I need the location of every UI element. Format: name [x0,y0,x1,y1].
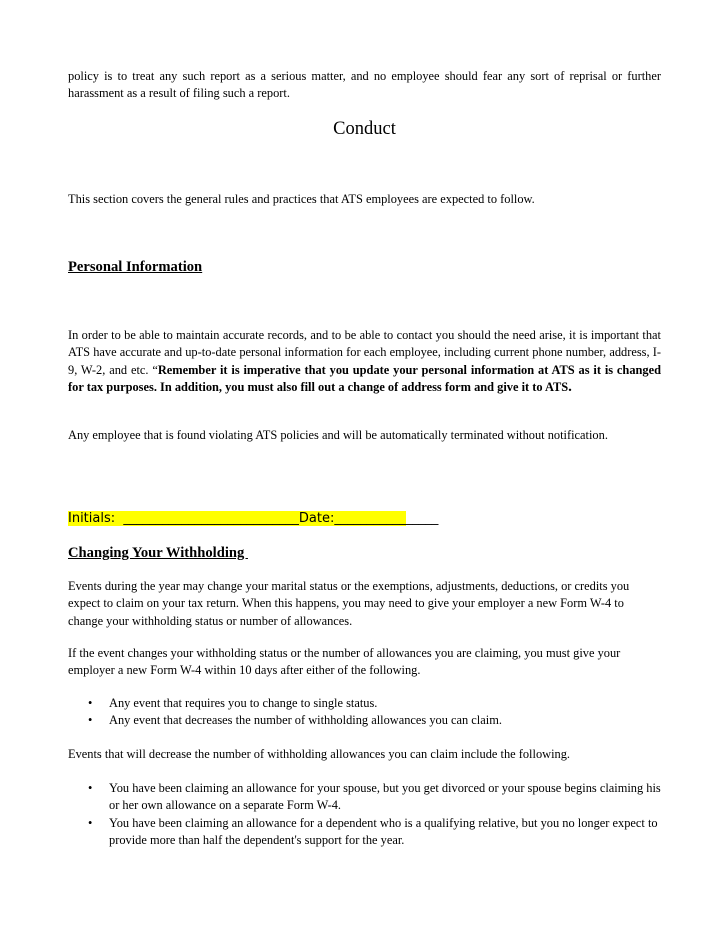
withholding-if-event-paragraph: If the event changes your withholding status or the number of allowances you are claiming, you must give your employer a new Form W-4 within 10 days after either of the following. [68,646,621,678]
decrease-allowances-paragraph: Events that will decrease the number of withholding allowances you can claim include the following. [68,747,571,761]
bullet-icon: • [88,713,93,728]
initials-blank: ___________________________ [123,511,299,526]
list-item [88,712,661,729]
required-change-list [88,695,661,730]
changing-withholding-heading: Changing Your Withholding [68,545,248,561]
list-item [88,780,661,815]
decrease-events-list [88,780,661,850]
personal-information-paragraph [68,327,661,397]
personal-information-heading: Personal Information [68,259,203,275]
date-label: Date: [298,511,335,526]
conduct-title: Conduct [333,119,396,139]
list-item [88,695,661,712]
bullet-icon: • [88,815,93,830]
list-item-text: Any event that decreases the number of withholding allowances you can claim. [109,713,502,728]
list-item-text: You have been claiming an allowance for your spouse, but you get divorced or your spouse begins claiming his or her own allowance on a separate Form W-4. [109,781,661,813]
personal-information-text: In order to be able to maintain accurate records, and to be able to contact you should the need arise, it is important that ATS have accurate and up-to-date personal information for each employee, including current phone number, address, I-9, W-2, and etc. “ [68,328,661,377]
initials-date-line [68,509,438,528]
bullet-icon: • [88,696,93,710]
withholding-events-paragraph: Events during the year may change your marital status or the exemptions, adjustments, deductions, or credits you expect to claim on your tax return. When this happens, you may need to give your employer a new Form W-4 to change your withholding status or number of allowances. [68,579,630,628]
personal-information-reminder-end: . [568,379,572,396]
intro-paragraph: policy is to treat any such report as a serious matter, and no employee should fear any sort of reprisal or further harassment as a result of filing such a report. [68,69,661,101]
date-blank: _____ [405,511,439,526]
list-item-text: Any event that requires you to change to single status. [109,696,378,710]
date-blank-highlighted: ___________ [334,511,406,526]
bullet-icon: • [88,781,93,795]
violation-paragraph: Any employee that is found violating ATS policies and will be automatically terminated without notification. [68,428,608,442]
section-intro-paragraph: This section covers the general rules and practices that ATS employees are expected to follow. [68,192,535,206]
personal-information-reminder: Remember it is imperative that you update your personal information at ATS as it is changed for tax purposes. In addition, you must also fill out a change of address form and give it to ATS [68,362,661,395]
list-item-text: You have been claiming an allowance for a dependent who is a qualifying relative, but you no longer expect to provide more than half the dependent's support for the year. [109,815,658,848]
list-item [88,815,661,850]
highlighted-signoff [68,511,406,526]
initials-label: Initials: [68,511,116,526]
